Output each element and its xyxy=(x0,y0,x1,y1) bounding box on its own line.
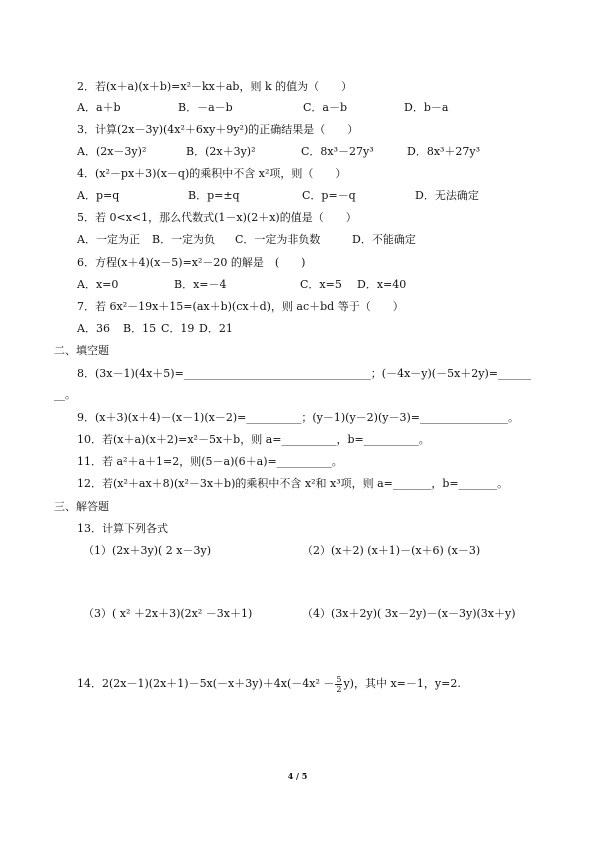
question-9: 9．(x＋3)(x＋4)－(x－1)(x－2)=__________；(y－1)(y－2)(y－3)=________________。 xyxy=(77,411,519,424)
option-b: B．15 xyxy=(123,322,157,335)
fraction-denominator: 2 xyxy=(336,684,342,694)
question-5-options xyxy=(77,233,416,247)
option-c: C．p=－q xyxy=(302,189,356,202)
question-7-options xyxy=(77,322,233,336)
option-c: C．8x³－27y³ xyxy=(301,145,374,158)
option-b: B．x=－4 xyxy=(174,278,227,291)
question-5: 5．若 0<x<1，那么代数式(1－x)(2＋x)的值是（ ） xyxy=(77,211,357,224)
question-4: 4．(x²－px＋3)(x－q)的乘积中不含 x²项，则（ ） xyxy=(77,167,347,180)
fraction-five-halves xyxy=(335,675,342,694)
option-c: C．x=5 xyxy=(300,278,342,291)
question-11: 11．若 a²＋a＋1=2，则(5－a)(6＋a)=__________。 xyxy=(77,455,343,468)
question-13-part-4: （4）(3x＋2y)( 3x－2y)－(x－3y)(3x＋y) xyxy=(302,607,516,620)
question-7: 7．若 6x²－19x＋15=(ax＋b)(cx＋d)，则 ac＋bd 等于（ ） xyxy=(77,300,404,313)
option-a: A．p=q xyxy=(77,189,120,202)
question-2-options xyxy=(77,101,448,115)
option-d: D．8x³＋27y³ xyxy=(407,145,481,158)
question-3-options xyxy=(77,145,480,159)
option-d: D．x=40 xyxy=(357,278,407,291)
question-2: 2．若(x＋a)(x＋b)=x²－kx＋ab，则 k 的值为（ ） xyxy=(77,80,353,93)
fraction-numerator: 5 xyxy=(336,674,342,684)
option-d: D．b－a xyxy=(404,101,449,114)
option-d: D．21 xyxy=(199,322,233,335)
option-a: A．a＋b xyxy=(77,101,121,114)
question-6: 6．方程(x＋4)(x－5)=x²－20 的解是 ( ) xyxy=(77,256,306,269)
question-14-condition: y)，其中 x=－1，y=2. xyxy=(343,677,461,690)
page-number: 4 / 5 xyxy=(287,771,308,781)
question-3: 3．计算(2x－3y)(4x²＋6xy＋9y²)的正确结果是（ ） xyxy=(77,123,359,136)
option-a: A．x=0 xyxy=(77,278,119,291)
section-heading-fill-in: 二、填空题 xyxy=(54,344,109,357)
option-c: C．一定为非负数 xyxy=(235,233,321,246)
option-a: A．(2x－3y)² xyxy=(77,145,147,158)
question-12: 12．若(x²＋ax＋8)(x²－3x＋b)的乘积中不含 x²和 x³项，则 a=_______，b=_______。 xyxy=(77,477,509,490)
option-d: D．无法确定 xyxy=(415,189,479,202)
option-a: A．36 xyxy=(77,322,110,335)
question-10: 10．若(x＋a)(x＋2)=x²－5x＋b，则 a=__________，b=__________。 xyxy=(77,433,430,446)
question-8: 8．(3x－1)(4x＋5)=__________________________________；(－4x－y)(－5x＋2y)=______ xyxy=(77,367,531,380)
option-b: B．一定为负 xyxy=(152,233,216,246)
question-13-part-1: （1）(2x＋3y)( 2 x－3y) xyxy=(83,544,211,557)
section-heading-solve: 三、解答题 xyxy=(54,500,109,513)
option-c: C．a－b xyxy=(303,101,348,114)
option-b: B．(2x＋3y)² xyxy=(186,145,256,158)
option-b: B．－a－b xyxy=(178,101,233,114)
question-13-part-3: （3）( x² ＋2x＋3)(2x² －3x＋1) xyxy=(83,607,253,620)
question-14 xyxy=(77,674,461,694)
question-14-expression: 14．2(2x－1)(2x＋1)－5x(－x＋3y)＋4x(－4x² － xyxy=(77,677,335,690)
question-13: 13．计算下列各式 xyxy=(77,522,168,535)
question-4-options xyxy=(77,189,479,203)
question-13-part-2: （2）(x＋2) (x＋1)－(x＋6) (x－3) xyxy=(302,544,481,557)
question-8-continued: __。 xyxy=(54,388,76,401)
option-b: B．p=±q xyxy=(188,189,240,202)
option-c: C．19 xyxy=(161,322,195,335)
question-6-options xyxy=(77,278,406,292)
option-a: A．一定为正 xyxy=(77,233,140,246)
option-d: D．不能确定 xyxy=(352,233,416,246)
